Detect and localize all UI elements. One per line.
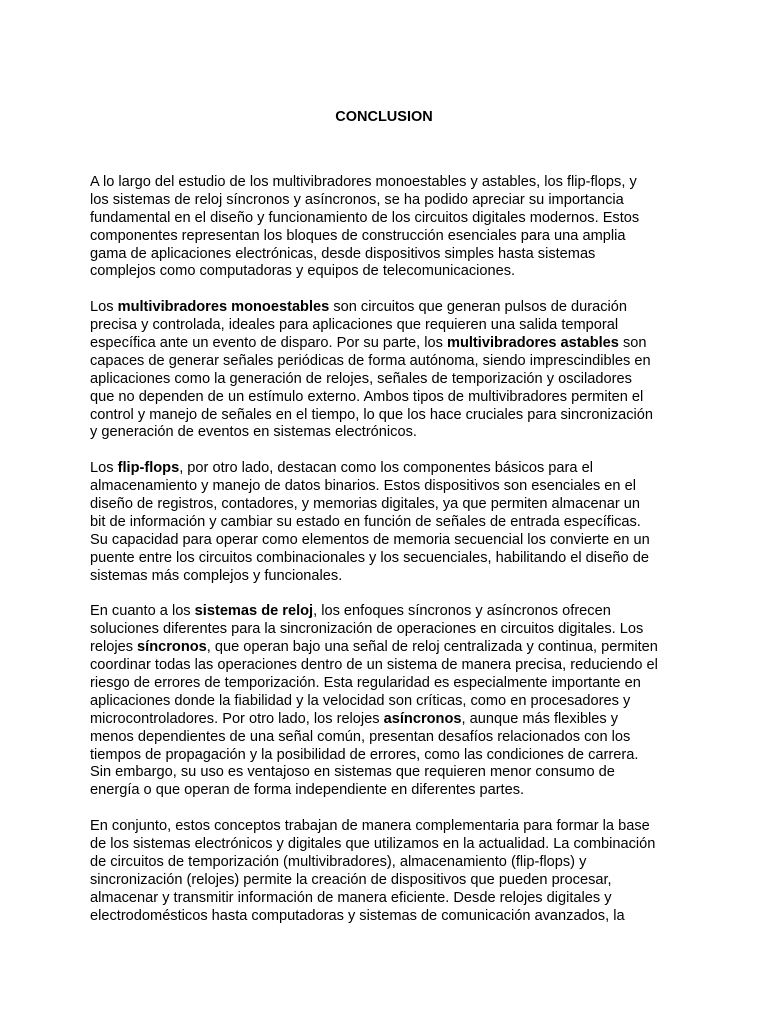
text-run: gama de aplicaciones electrónicas, desde dispositivos simples hasta sistemas [90, 245, 596, 262]
text-run: electrodomésticos hasta computadoras y sistemas de comunicación avanzados, la [90, 907, 625, 924]
text-line [90, 389, 690, 407]
text-run: energía o que operan de forma independiente en diferentes partes. [90, 782, 525, 799]
text-line [90, 353, 690, 371]
text-line [90, 872, 690, 890]
text-run: menos dependientes de una señal común, presentan desafíos relacionados con los [90, 728, 631, 745]
text-run: microcontroladores. Por otro lado, los relojes [90, 710, 384, 727]
text-run: que no dependen de un estímulo externo. Ambos tipos de multivibradores permiten el [90, 388, 644, 405]
text-run: , que operan bajo una señal de reloj centralizada y continua, permiten [206, 639, 658, 656]
text-run: bit de información y cambiar su estado en función de señales de entrada específicas. [90, 513, 641, 530]
text-line [90, 747, 690, 765]
text-run: relojes [90, 639, 138, 656]
paragraph [90, 460, 690, 585]
text-run: coordinar todas las operaciones dentro de un sistema de manera precisa, reduciendo el [90, 657, 658, 674]
paragraph [90, 603, 690, 800]
document-body [90, 174, 690, 943]
text-line [90, 210, 690, 228]
text-line [90, 836, 690, 854]
text-run: precisa y controlada, ideales para aplicaciones que requieren una salida temporal [90, 317, 619, 334]
text-run: Los [90, 460, 118, 477]
text-line [90, 854, 690, 872]
text-line [90, 174, 690, 192]
text-line [90, 246, 690, 264]
text-run: , aunque más flexibles y [461, 710, 619, 727]
text-run: y generación de eventos en sistemas electrónicos. [90, 424, 417, 441]
text-line [90, 568, 690, 586]
text-run: los sistemas de reloj síncronos y asíncronos, se ha podido apreciar su importancia [90, 191, 624, 208]
text-line [90, 192, 690, 210]
text-line [90, 908, 690, 926]
text-line [90, 657, 690, 675]
text-line [90, 550, 690, 568]
page-title: CONCLUSION [335, 109, 433, 125]
text-run: Sin embargo, su uso es ventajoso en sistemas que requieren menor consumo de [90, 764, 615, 781]
bold-term: asíncronos [383, 710, 462, 727]
text-run: soluciones diferentes para la sincronización de operaciones en circuitos digitales. Los [90, 621, 644, 638]
text-run: fundamental en el diseño y funcionamiento de los circuitos digitales modernos. Estos [90, 209, 640, 226]
text-run: diseño de registros, contadores, y memorias digitales, ya que permiten almacenar un [90, 496, 640, 513]
text-line [90, 532, 690, 550]
text-run: capaces de generar señales periódicas de forma autónoma, siendo imprescindibles en [90, 352, 651, 369]
text-run: sistemas más complejos y funcionales. [90, 567, 343, 584]
paragraph [90, 174, 690, 281]
text-line [90, 228, 690, 246]
text-line [90, 407, 690, 425]
text-run: En cuanto a los [90, 603, 195, 620]
text-run: Los [90, 299, 118, 316]
text-line [90, 478, 690, 496]
text-line [90, 263, 690, 281]
bold-term: multivibradores monoestables [117, 299, 330, 316]
text-line [90, 371, 690, 389]
text-run: Su capacidad para operar como elementos de memoria secuencial los convierte en un [90, 531, 650, 548]
text-line [90, 299, 690, 317]
text-run: tiempos de propagación y la posibilidad de errores, como las condiciones de carrera. [90, 746, 639, 763]
text-line [90, 603, 690, 621]
text-run: de circuitos de temporización (multivibradores), almacenamiento (flip-flops) y [90, 853, 587, 870]
paragraph [90, 299, 690, 442]
bold-term: flip-flops [117, 460, 180, 477]
text-line [90, 621, 690, 639]
text-run: aplicaciones como la generación de relojes, señales de temporización y osciladores [90, 370, 632, 387]
text-run: complejos como computadoras y equipos de telecomunicaciones. [90, 263, 516, 280]
text-line [90, 764, 690, 782]
text-run: almacenamiento y manejo de datos binarios. Estos dispositivos son esenciales en el [90, 478, 636, 495]
text-line [90, 729, 690, 747]
text-line [90, 335, 690, 353]
text-line [90, 496, 690, 514]
text-run: control y manejo de señales en el tiempo, lo que los hace cruciales para sincronización [90, 406, 653, 423]
text-line [90, 460, 690, 478]
bold-term: sistemas de reloj [194, 603, 314, 620]
text-line [90, 711, 690, 729]
text-run: riesgo de errores de temporización. Esta regularidad es especialmente importante en [90, 674, 641, 691]
text-line [90, 818, 690, 836]
text-run: son circuitos que generan pulsos de duración [329, 299, 628, 316]
bold-term: síncronos [137, 639, 207, 656]
text-run: de los sistemas electrónicos y digitales que utilizamos en la actualidad. La combinación [90, 835, 656, 852]
text-line [90, 890, 690, 908]
text-run: son [618, 335, 647, 352]
text-run: A lo largo del estudio de los multivibradores monoestables y astables, los flip-flops, y [90, 174, 637, 190]
text-line [90, 675, 690, 693]
text-run: En conjunto, estos conceptos trabajan de manera complementaria para formar la base [90, 818, 650, 835]
text-line [90, 782, 690, 800]
text-run: almacenar y transmitir información de manera eficiente. Desde relojes digitales y [90, 889, 612, 906]
text-run: sincronización (relojes) permite la creación de dispositivos que pueden procesar, [90, 871, 612, 888]
paragraph [90, 818, 690, 925]
text-line [90, 693, 690, 711]
text-run: específica ante un evento de disparo. Por su parte, los [90, 335, 447, 352]
text-line [90, 424, 690, 442]
bold-term: multivibradores astables [446, 335, 619, 352]
text-line [90, 514, 690, 532]
text-line [90, 639, 690, 657]
text-line [90, 317, 690, 335]
text-run: puente entre los circuitos combinacionales y los secuenciales, habilitando el diseño de [90, 549, 649, 566]
text-run: , los enfoques síncronos y asíncronos ofrecen [313, 603, 611, 620]
text-run: aplicaciones donde la fiabilidad y la velocidad son críticas, como en procesadores y [90, 692, 631, 709]
text-run: componentes representan los bloques de construcción esenciales para una amplia [90, 227, 626, 244]
text-run: , por otro lado, destacan como los componentes básicos para el [179, 460, 593, 477]
